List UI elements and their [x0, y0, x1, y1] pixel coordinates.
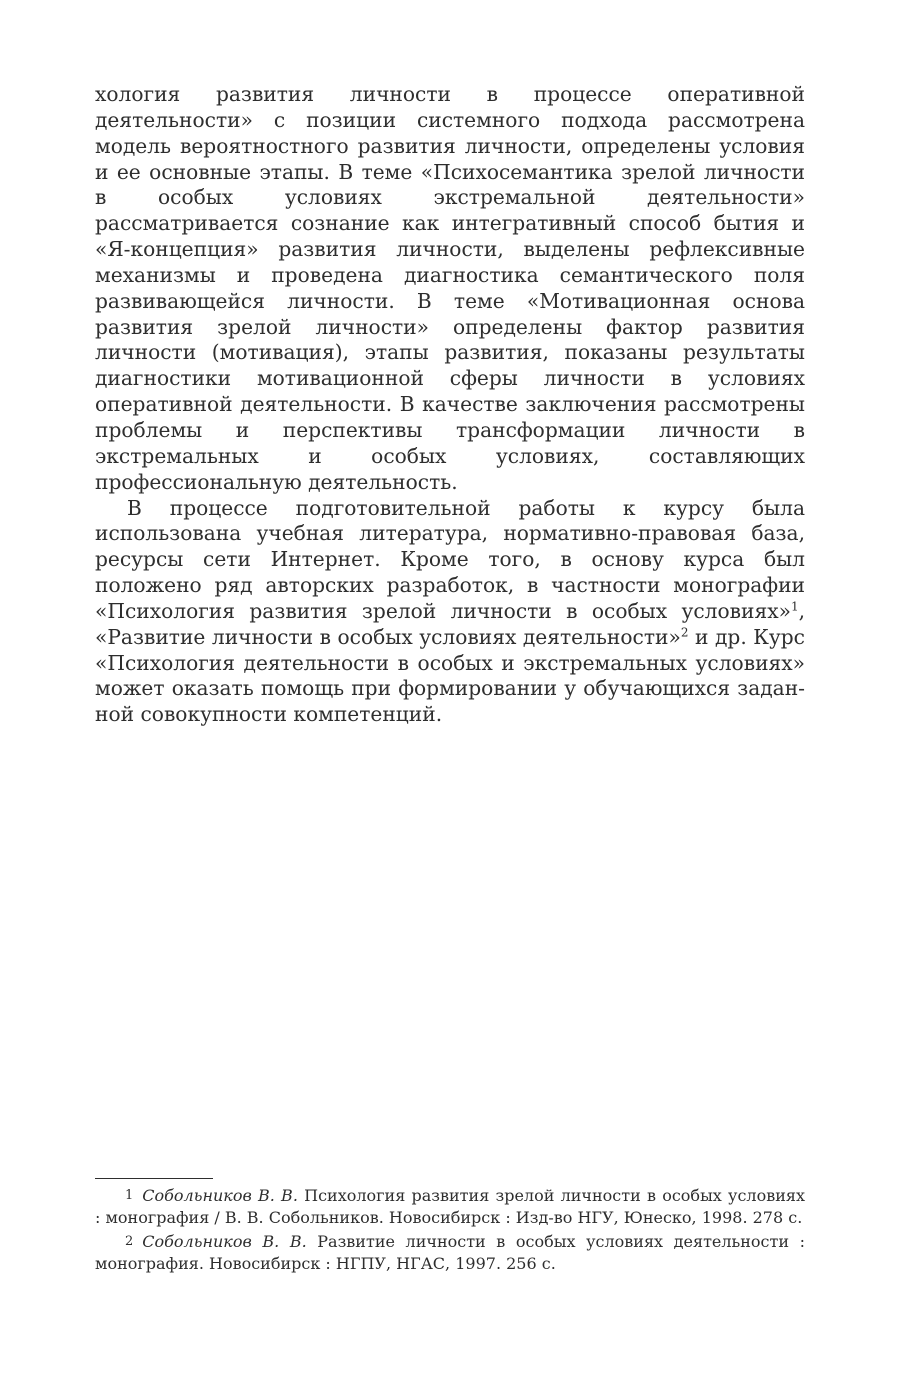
main-text: [95, 82, 805, 728]
footnote-number: 1: [125, 1188, 134, 1203]
footnote-text: Психология развития зрелой личности в особых условиях : монография / В. В. Собольников. Новосибирск : Изд-во НГУ, Юнеско, 1998. 278 с.: [95, 1186, 805, 1227]
footnote-reference-1[interactable]: 1: [790, 599, 799, 614]
footnote-text: Развитие личности в особых условиях деятельности : монография. Новосибирск : НГПУ, НГАС, 1997. 256 с.: [95, 1232, 806, 1273]
paragraph-text-part: и др. Курс «Психология деятельности в особых и экстремальных условиях» может оказать помощь при формировании у обучающихся заданной совокупности компетенций.: [95, 624, 805, 727]
paragraph-course-topics: хология развития личности в процессе оперативной деятельности» с позиции системного подхода рассмотрена модель вероятностного развития личности, определены условия и ее основные этапы. В теме «Психосемантика зрелой личности в особых условиях экстремальной деятельности» рассматривается сознание как интегративный способ бытия и «Я-концепция» развития личности, выделены рефлексивные механизмы и проведена диагностика семантического поля развивающейся личности. В теме «Мотивационная основа развития зрелой личности» определены фактор развития личности (мотивация), этапы развития, показаны результаты диагностики мотивационной сферы личности в условиях оперативной деятельности. В качестве заключения рассмотрены проблемы и перспективы трансформации личности в экстремальных и особых условиях, составляющих профессиональную деятельность.: [95, 82, 805, 494]
paragraph-text-part: , «Развитие личности в особых условиях деятельности»: [95, 598, 805, 649]
paragraph-text-part: В процессе подготовительной работы к курсу была использована учебная литература, нормативно-правовая база, ресурсы сети Интернет. Кроме того, в основу курса был положено ряд авторских разработок, в частности монографии «Психология развития зрелой личности в особых условиях»: [95, 495, 805, 623]
footnote-reference-2[interactable]: 2: [680, 624, 689, 639]
footnote-2: [95, 1231, 805, 1274]
paragraph-course-sources: [95, 496, 805, 729]
footnote-author: Собольников В. В.: [142, 1232, 307, 1251]
footnotes-section: [95, 1178, 805, 1274]
footnote-divider: [95, 1178, 213, 1179]
footnote-1: [95, 1185, 805, 1228]
footnote-author: Собольников В. В.: [142, 1186, 298, 1205]
footnote-number: 2: [125, 1234, 134, 1249]
